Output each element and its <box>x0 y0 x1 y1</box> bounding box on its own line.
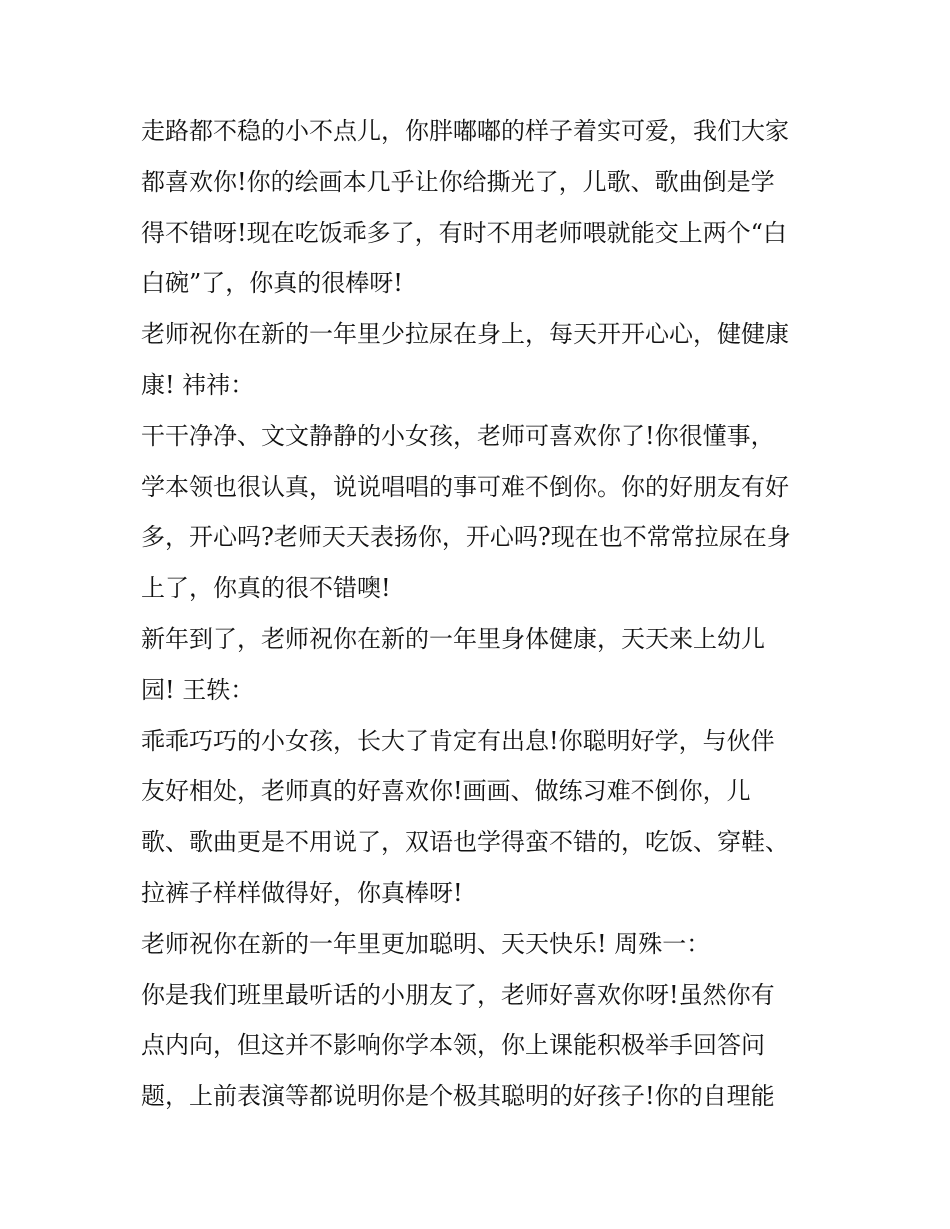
text-line: 学本领也很认真，说说唱唱的事可难不倒你。你的好朋友有好 <box>141 472 789 501</box>
text-line: 友好相处，老师真的好喜欢你!画画、做练习难不倒你，儿 <box>141 777 751 806</box>
text-line: 新年到了，老师祝你在新的一年里身体健康，天天来上幼儿 <box>141 624 765 653</box>
text-line: 多，开心吗?老师天天表扬你，开心吗?现在也不常常拉尿在身 <box>141 523 791 552</box>
text-line: 康! 祎祎： <box>141 370 255 399</box>
text-line: 老师祝你在新的一年里少拉尿在身上，每天开开心心，健健康 <box>141 320 789 349</box>
text-line: 得不错呀!现在吃饭乖多了，有时不用老师喂就能交上两个“白 <box>141 218 787 247</box>
document-body <box>141 106 821 1122</box>
text-line: 干干净净、文文静静的小女孩，老师可喜欢你了!你很懂事， <box>141 421 775 450</box>
text-line: 你是我们班里最听话的小朋友了，老师好喜欢你呀!虽然你有 <box>141 980 775 1009</box>
text-line: 题，上前表演等都说明你是个极其聪明的好孩子!你的自理能 <box>141 1082 775 1111</box>
text-line: 老师祝你在新的一年里更加聪明、天天快乐! 周殊一： <box>141 929 711 958</box>
text-line: 白碗”了，你真的很棒呀! <box>141 269 403 298</box>
text-line: 上了，你真的很不错噢! <box>141 574 391 603</box>
text-line: 乖乖巧巧的小女孩，长大了肯定有出息!你聪明好学，与伙伴 <box>141 726 775 755</box>
text-line: 走路都不稳的小不点儿，你胖嘟嘟的样子着实可爱，我们大家 <box>141 117 789 145</box>
text-line: 歌、歌曲更是不用说了，双语也学得蛮不错的，吃饭、穿鞋、 <box>141 828 789 857</box>
text-line: 点内向，但这并不影响你学本领，你上课能积极举手回答问 <box>141 1031 765 1060</box>
text-line: 都喜欢你!你的绘画本几乎让你给撕光了，儿歌、歌曲倒是学 <box>141 167 775 196</box>
text-line: 园! 王轶： <box>141 675 255 704</box>
text-line: 拉裤子样样做得好，你真棒呀! <box>141 878 463 907</box>
